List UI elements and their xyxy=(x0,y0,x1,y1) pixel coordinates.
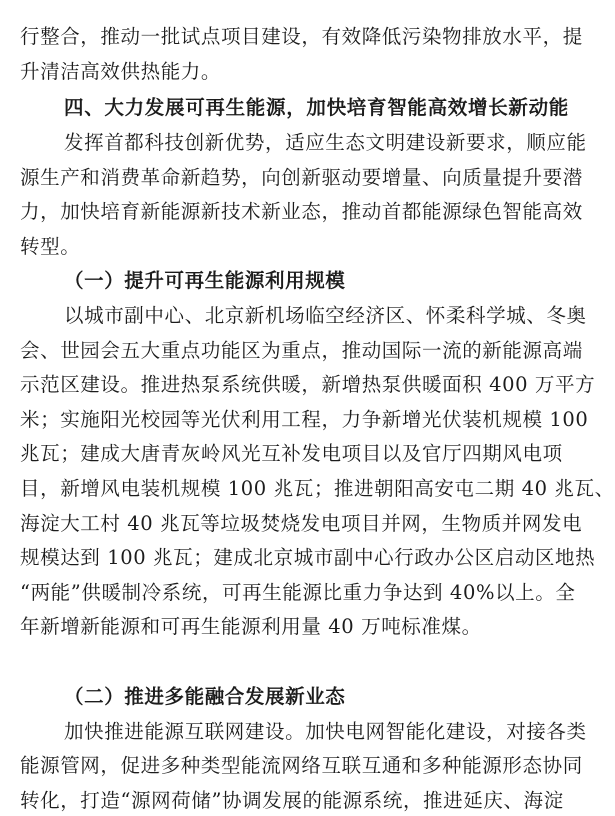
paragraph-line: 转化，打造“源网荷储”协调发展的能源系统，推进延庆、海淀 xyxy=(20,789,564,812)
paragraph-line: 以城市副中心、北京新机场临空经济区、怀柔科学城、冬奥 xyxy=(64,304,587,327)
section-heading: 四、大力发展可再生能源，加快培育智能高效增长新动能 xyxy=(64,96,570,119)
subsection-heading: （二）推进多能融合发展新业态 xyxy=(64,685,346,708)
paragraph-line: 会、世园会五大重点功能区为重点，推动国际一流的新能源高端 xyxy=(20,339,583,362)
paragraph-line: 源生产和消费革命新趋势，向创新驱动要增量、向质量提升要潜 xyxy=(20,166,583,189)
paragraph-line: “两能”供暖制冷系统，可再生能源比重力争达到 40%以上。全 xyxy=(20,581,576,604)
paragraph-line: 海淀大工村 40 兆瓦等垃圾焚烧发电项目并网，生物质并网发电 xyxy=(20,512,583,535)
subsection-heading: （一）提升可再生能源利用规模 xyxy=(64,269,346,292)
paragraph-line: 加快推进能源互联网建设。加快电网智能化建设，对接各类 xyxy=(64,720,587,743)
paragraph-line: 米；实施阳光校园等光伏利用工程，力争新增光伏装机规模 100 xyxy=(20,408,589,431)
paragraph-line: 发挥首都科技创新优势，适应生态文明建设新要求，顺应能 xyxy=(64,131,587,154)
paragraph-line: 行整合，推动一批试点项目建设，有效降低污染物排放水平，提 xyxy=(20,25,583,48)
paragraph-line: 年新增新能源和可再生能源利用量 40 万吨标准煤。 xyxy=(20,615,482,638)
paragraph-line: 兆瓦；建成大唐青灰岭风光互补发电项目以及官厅四期风电项 xyxy=(20,442,563,465)
paragraph-line: 转型。 xyxy=(20,235,81,258)
paragraph-line: 升清洁高效供热能力。 xyxy=(20,60,222,83)
paragraph-line: 目，新增风电装机规模 100 兆瓦；推进朝阳高安屯二期 40 兆瓦、 xyxy=(20,477,615,500)
paragraph-line: 力，加快培育新能源新技术新业态，推动首都能源绿色智能高效 xyxy=(20,200,583,223)
paragraph-line: 能源管网，促进多种类型能流网络互联互通和多种能源形态协同 xyxy=(20,754,583,777)
paragraph-line: 示范区建设。推进热泵系统供暖，新增热泵供暖面积 400 万平方 xyxy=(20,373,596,396)
paragraph-line: 规模达到 100 兆瓦；建成北京城市副中心行政办公区启动区地热 xyxy=(20,546,596,569)
